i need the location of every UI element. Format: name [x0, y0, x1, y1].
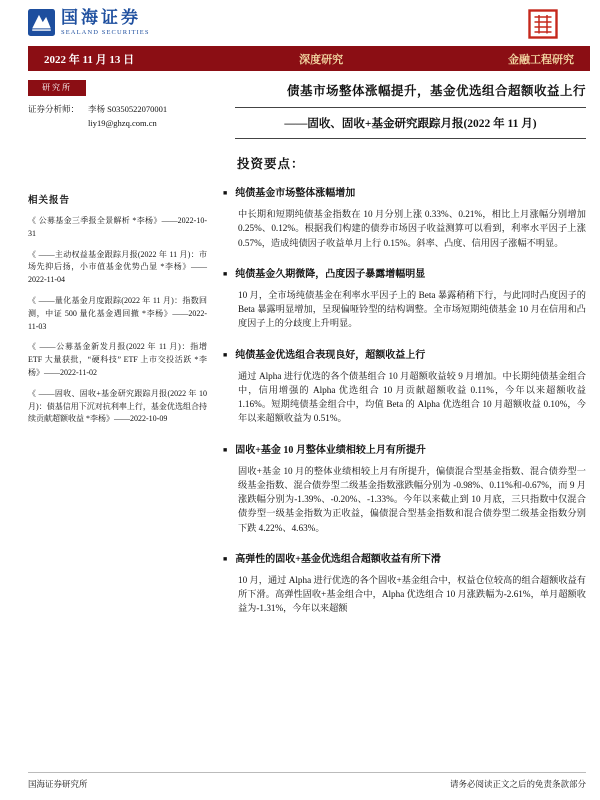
page-footer — [28, 772, 586, 790]
bullet-heading: 纯债基金优选组合表现良好，超额收益上行 — [235, 349, 426, 361]
related-report-item[interactable]: 《 ——固收、固收+基金研究跟踪月报(2022 年 10 月)：债基信用下沉对抗利率上行，基金优选组合持续贡献超额收益 *李杨》——2022-10-09 — [28, 388, 207, 424]
analyst-block — [28, 80, 235, 139]
bullet-heading-row — [223, 550, 586, 565]
dept-badge: 研究所 — [28, 80, 86, 96]
analyst-name: 李杨 S0350522070001 — [88, 103, 168, 114]
related-report-item[interactable]: 《 ——量化基金月度跟踪(2022 年 11 月)：指数回测，中证 500 量化基金遇回撤 *李杨》——2022-11-03 — [28, 295, 207, 331]
classification-bar — [28, 46, 590, 71]
summary-bullet — [223, 346, 586, 426]
bullet-body: 通过 Alpha 进行优选的各个债基组合 10 月超额收益较 9 月增加。中长期纯债基金组合中，信用增强的 Alpha 优选组合 10 月贡献超额收益 0.11%，今年以来超额收益 1.16%。短期纯债基金组合中，均值 Beta 的 Alpha 优选组合 10 月超额收益 0.10%，今年以来超额收益为 0.51%。 — [238, 370, 586, 424]
bullet-heading: 纯债基金市场整体涨幅增加 — [235, 188, 356, 199]
bullet-body: 中长期和短期纯债基金指数在 10 月分别上涨 0.33%、0.21%，相比上月涨幅分别增加 0.25%、0.12%。根据我们构建的债券市场因子收益测算可以看到，利率水平因子上涨 0.57%，造成纯债因子收益单月上行 0.15%。斜率、凸度、信用因子涨幅不明显。 — [238, 209, 586, 248]
masthead — [0, 0, 600, 44]
related-reports-sidebar — [28, 178, 223, 631]
bullet-heading: 纯债基金久期微降，凸度因子暴露增幅明显 — [235, 268, 426, 280]
analyst-email-link[interactable]: liy19@ghzq.com.cn — [88, 117, 157, 128]
summary-column — [223, 178, 586, 631]
bullet-square-icon: ■ — [223, 445, 228, 454]
bullet-square-icon: ■ — [223, 554, 228, 563]
byline-row — [0, 71, 600, 139]
bullet-body: 10 月，全市场纯债基金在利率水平因子上的 Beta 暴露稍稍下行，与此同时凸度因子的 Beta 暴露明显增加，呈现偏哑铃型的结构调整。全市场短期纯债基金 10 月在信用和凸度因子上的分歧度上升明显。 — [238, 289, 586, 329]
bullet-heading: 固收+基金 10 月整体业绩相较上月有所提升 — [235, 444, 426, 456]
report-category-label: 金融工程研究 — [508, 53, 574, 66]
brand-name-en: SEALAND SECURITIES — [61, 28, 150, 36]
summary-bullet — [223, 184, 586, 250]
bullet-heading-row — [223, 265, 586, 280]
related-reports-heading: 相关报告 — [28, 196, 71, 206]
analyst-line — [28, 103, 235, 115]
highlights-heading: 投资要点： — [237, 157, 305, 171]
brand-logo — [28, 9, 150, 36]
bullet-body: 10 月，通过 Alpha 进行优选的各个固收+基金组合中，权益仓位较高的组合超额收益有所下滑。高弹性固收+基金组合中，Alpha 优选组合 10 月涨跌幅为-2.61%，单月超额收益为-1.31%，今年以来超额 — [238, 574, 586, 614]
report-subtitle: ——固收、固收+基金研究跟踪月报(2022 年 11 月) — [235, 108, 586, 139]
bullet-body: 固收+基金 10 月的整体业绩相较上月有所提升，偏债混合型基金指数、混合债券型一级基金指数、混合债券型二级基金指数涨跌幅分别为 -0.98%、0.11%和-0.67%，而 9 月涨跌幅分别为-1.39%、-0.20%、-1.33%。今年以来截止到 10 月底，三只指数中仅混合债券型一级基金指数为正收益，偏债混合型基金指数和混合债券型二级基金指数分别下跌 4.22%、4.63%。 — [238, 465, 586, 533]
company-seal-icon — [528, 9, 558, 39]
bullet-square-icon: ■ — [223, 269, 228, 278]
report-date: 2022 年 11 月 13 日 — [44, 53, 135, 66]
footer-institute: 国海证券研究所 — [28, 779, 88, 789]
bullet-heading: 高弹性的固收+基金优选组合超额收益有所下滑 — [235, 553, 441, 565]
content-area — [0, 174, 600, 631]
summary-bullet — [223, 441, 586, 535]
bullet-square-icon: ■ — [223, 350, 228, 359]
brand-text — [61, 9, 150, 36]
brand-logo-icon — [28, 9, 55, 36]
analyst-label: 证券分析师： — [28, 103, 80, 114]
bullet-heading-row — [223, 184, 586, 199]
title-block — [235, 80, 586, 139]
brand-name-cn: 国海证券 — [61, 8, 141, 28]
bullet-heading-row — [223, 346, 586, 361]
related-report-item[interactable]: 《 ——主动权益基金跟踪月报(2022 年 11 月)：市场先抑后扬，小市值基金优势凸显 *李杨》——2022-11-04 — [28, 249, 207, 285]
related-report-item[interactable]: 《 ——公募基金新发月报(2022 年 11 月)：指增 ETF 大量获批，“硬科技” ETF 上市交投活跃 *李杨》——2022-11-02 — [28, 342, 207, 377]
footer-disclaimer: 请务必阅读正文之后的免责条款部分 — [449, 779, 586, 789]
bullet-heading-row — [223, 441, 586, 456]
bullet-square-icon: ■ — [223, 189, 228, 197]
report-title: 债基市场整体涨幅提升，基金优选组合超额收益上行 — [235, 81, 586, 108]
summary-bullet — [223, 265, 586, 331]
related-report-item[interactable]: 《 公募基金三季报全景解析 *李杨》——2022-10-31 — [28, 216, 207, 238]
summary-bullet — [223, 550, 586, 616]
report-type-label: 深度研究 — [299, 53, 344, 66]
